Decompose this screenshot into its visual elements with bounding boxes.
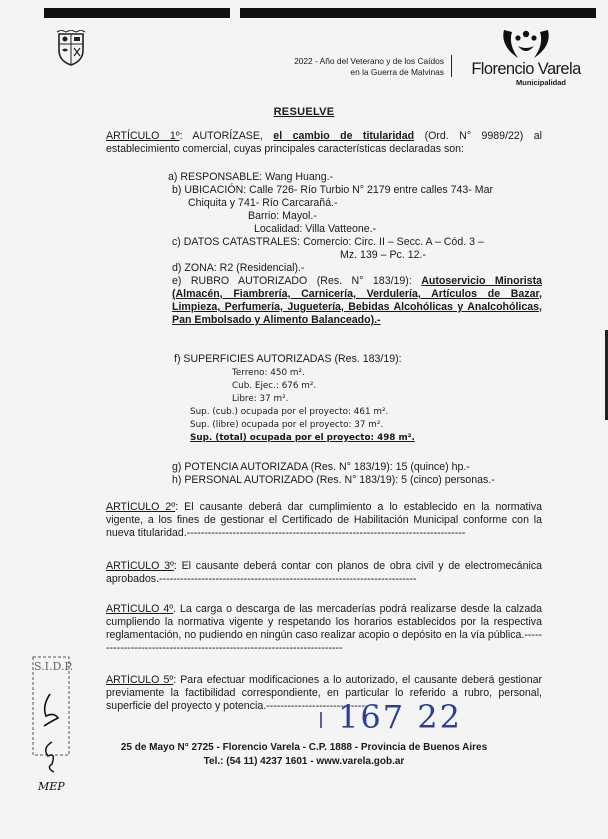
- item-a-responsable: a) RESPONSABLE: Wang Huang.-: [168, 171, 334, 183]
- motto-line-1: 2022 - Año del Veterano y de los Caídos: [294, 56, 444, 66]
- municipal-crest-icon: [56, 30, 86, 66]
- logo-wordmark: Florencio Varela: [471, 60, 581, 78]
- item-b-barrio: Barrio: Mayol.-: [248, 210, 317, 222]
- article-2: [106, 501, 542, 540]
- sidp-stamp: [32, 656, 74, 806]
- motto-line-2: en la Guerra de Malvinas: [350, 67, 444, 77]
- item-b-ubicacion-2: Chiquita y 741- Río Carcarañá.-: [188, 197, 338, 209]
- florencio-varela-logo: [456, 26, 596, 86]
- item-h-personal: h) PERSONAL AUTORIZADO (Res. N° 183/19): 5 (cinco) personas.-: [172, 474, 495, 486]
- item-e-rubro-text: Autoservicio Minorista (Almacén, Fiambrería, Carnicería, Verdulería, Artículos de Bazar, Limpieza, Perfumería, Juguetería, Bebidas Alcohólicas y Analcohólicas, Pan Embolsado y Alimento Balanceado).-: [172, 275, 542, 326]
- article-1-label: ARTÍCULO 1º: [106, 130, 180, 142]
- header-motto: [262, 56, 444, 78]
- article-5-label: ARTÍCULO 5º: [106, 674, 174, 686]
- article-3-text: : El causante deberá contar con planos de obra civil y de electromecánica aprobados.-------------------------------------------------------------------------: [106, 560, 542, 585]
- article-5-text: : Para efectuar modificaciones a lo autorizado, el causante deberá gestionar previamente la factibilidad correspondiente, en particular lo referido a rubro, personal, superficie del proyecto y potencia.-----------------------------: [106, 674, 542, 712]
- top-border-gap: [230, 8, 240, 18]
- item-b-localidad: Localidad: Villa Vatteone.-: [254, 223, 377, 235]
- initials-handwritten: MEP: [38, 780, 65, 793]
- footer-contact: Tel.: (54 11) 4237 1601 - www.varela.gob.ar: [203, 756, 405, 767]
- sidp-label: S.I.D.P.: [34, 660, 74, 673]
- article-3: [106, 560, 542, 586]
- stamp-tick-mark: [316, 710, 326, 730]
- item-c-catastrales-1: c) DATOS CATASTRALES: Comercio: Circ. II – Secc. A – Cód. 3 –: [172, 236, 484, 248]
- article-1-text-a: : AUTORÍZASE,: [179, 130, 274, 142]
- article-2-text: : El causante deberá dar cumplimiento a lo establecido en la normativa vigente, a los fines de gestionar el Certificado de Habilitación Municipal conforme con la nueva titularidad.-------------------------------------------------------------------------------: [106, 501, 542, 539]
- article-1: [106, 130, 542, 156]
- item-d-zona: d) ZONA: R2 (Residencial).-: [172, 262, 305, 274]
- top-border-bar: [44, 8, 596, 18]
- article-4-text: . La carga o descarga de las mercaderías podrá realizarse desde la calzada cumpliendo la normativa vigente y respetando los horarios establecidos por la respectiva reglamentación, no pudiendo en ningún caso realizar acopio o depósito en la vía pública.------------------------------------------------------------------------: [106, 603, 542, 654]
- article-5: [106, 674, 542, 713]
- item-f-libre: Libre: 37 m².: [232, 394, 289, 404]
- item-g-potencia: g) POTENCIA AUTORIZADA (Res. N° 183/19): 15 (quince) hp.-: [172, 461, 470, 473]
- item-e-prefix: e) RUBRO AUTORIZADO (Res. N° 183/19):: [172, 275, 422, 287]
- header-divider: [451, 55, 452, 77]
- page-title: RESUELVE: [273, 106, 335, 118]
- item-f-sup-cub: Sup. (cub.) ocupada por el proyecto: 461 m².: [190, 407, 389, 417]
- city-emblem-icon: [496, 26, 556, 60]
- article-3-label: ARTÍCULO 3º: [106, 560, 174, 572]
- item-c-catastrales-2: Mz. 139 – Pc. 12.-: [340, 249, 426, 261]
- item-f-sup-libre: Sup. (libre) ocupada por el proyecto: 37 m².: [190, 420, 384, 430]
- file-number-stamp: 167 22: [338, 698, 462, 736]
- logo-subtitle: Municipalidad: [516, 78, 567, 87]
- item-e-rubro: [172, 275, 542, 327]
- footer-address: 25 de Mayo N° 2725 - Florencio Varela - C.P. 1888 - Provincia de Buenos Aires: [120, 742, 488, 753]
- item-f-sup-total: Sup. (total) ocupada por el proyecto: 498 m².: [190, 433, 415, 443]
- item-f-terreno: Terreno: 450 m².: [232, 368, 305, 378]
- article-2-label: ARTÍCULO 2º: [106, 501, 176, 513]
- article-4: [106, 603, 542, 655]
- article-1-text-b: (Ord. N° 9989/22) al establecimiento comercial, cuyas principales características declaradas son:: [106, 130, 543, 155]
- article-4-label: ARTÍCULO 4º: [106, 603, 174, 615]
- item-b-ubicacion-1: b) UBICACIÓN: Calle 726- Río Turbio N° 2179 entre calles 743- Mar: [172, 184, 494, 196]
- item-f-superficies: f) SUPERFICIES AUTORIZADAS (Res. 183/19):: [174, 353, 402, 365]
- article-1-highlight: el cambio de titularidad: [273, 130, 415, 142]
- item-f-cubierta: Cub. Ejec.: 676 m².: [232, 381, 317, 391]
